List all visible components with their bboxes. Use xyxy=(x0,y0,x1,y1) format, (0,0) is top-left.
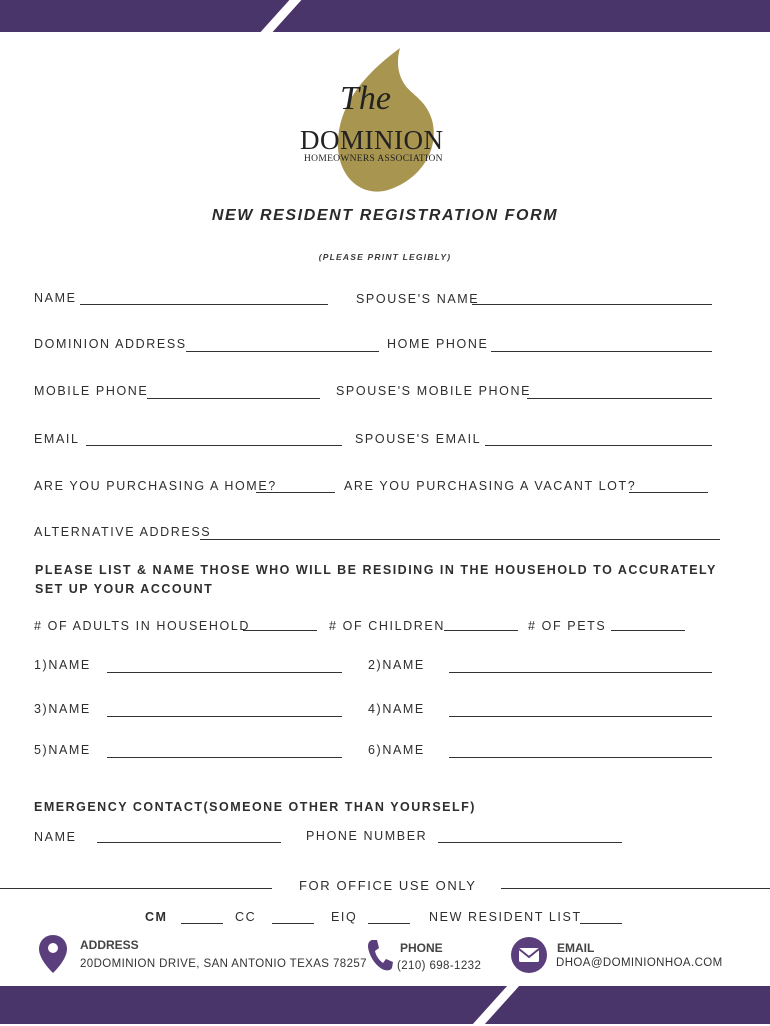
office-divider-left xyxy=(0,888,272,889)
office-divider-right xyxy=(501,888,770,889)
name-field[interactable] xyxy=(80,304,328,305)
adults-label: # OF ADULTS IN HOUSEHOLD xyxy=(34,619,250,633)
form-subtitle: (PLEASE PRINT LEGIBLY) xyxy=(318,252,452,262)
home-phone-label: HOME PHONE xyxy=(387,337,489,351)
logo-subtitle: HOMEOWNERS ASSOCIATION xyxy=(304,154,443,164)
alt-address-label: ALTERNATIVE ADDRESS xyxy=(34,525,212,539)
office-resident-list-field[interactable] xyxy=(580,923,622,924)
emergency-phone-label: PHONE NUMBER xyxy=(306,829,428,843)
emergency-phone-field[interactable] xyxy=(438,842,622,843)
office-heading: FOR OFFICE USE ONLY xyxy=(299,878,477,893)
office-cm-field[interactable] xyxy=(181,923,223,924)
name3-field[interactable] xyxy=(107,716,342,717)
name3-label: 3)NAME xyxy=(34,702,91,716)
name6-label: 6)NAME xyxy=(368,743,425,757)
footer-email-label: EMAIL xyxy=(557,941,595,955)
spouse-name-label: SPOUSE'S NAME xyxy=(356,292,480,306)
spouse-mobile-field[interactable] xyxy=(527,398,712,399)
adults-field[interactable] xyxy=(243,630,317,631)
alt-address-field[interactable] xyxy=(200,539,720,540)
pets-field[interactable] xyxy=(611,630,685,631)
children-field[interactable] xyxy=(444,630,518,631)
footer-phone-label: PHONE xyxy=(400,941,443,955)
spouse-email-label: SPOUSE'S EMAIL xyxy=(355,432,482,446)
office-cc-field[interactable] xyxy=(272,923,314,924)
purchasing-home-field[interactable] xyxy=(256,492,335,493)
footer-address-label: ADDRESS xyxy=(80,938,139,952)
name5-label: 5)NAME xyxy=(34,743,91,757)
footer-phone-value: (210) 698-1232 xyxy=(397,960,482,972)
pets-label: # OF PETS xyxy=(528,619,607,633)
footer-email-value: DHOA@DOMINIONHOA.COM xyxy=(556,957,723,969)
logo-flame-graphic xyxy=(300,40,470,200)
top-band xyxy=(0,0,770,32)
spouse-mobile-label: SPOUSE'S MOBILE PHONE xyxy=(336,384,532,398)
top-band-slash xyxy=(259,0,303,34)
office-eiq-field[interactable] xyxy=(368,923,410,924)
mobile-phone-label: MOBILE PHONE xyxy=(34,384,149,398)
bottom-band xyxy=(0,986,770,1024)
name1-label: 1)NAME xyxy=(34,658,91,672)
emergency-name-label: NAME xyxy=(34,830,77,844)
bottom-band-slash xyxy=(471,984,521,1026)
spouse-name-field[interactable] xyxy=(472,304,712,305)
name2-field[interactable] xyxy=(449,672,712,673)
office-eiq-label: EIQ xyxy=(331,910,358,924)
name2-label: 2)NAME xyxy=(368,658,425,672)
envelope-icon xyxy=(510,936,548,979)
phone-icon xyxy=(366,938,394,977)
spouse-email-field[interactable] xyxy=(485,445,712,446)
email-field[interactable] xyxy=(86,445,342,446)
email-label: EMAIL xyxy=(34,432,80,446)
office-cm-label: CM xyxy=(145,910,168,924)
purchasing-lot-field[interactable] xyxy=(629,492,708,493)
purchasing-home-label: ARE YOU PURCHASING A HOME? xyxy=(34,479,277,493)
logo-name: DOMINION xyxy=(300,125,444,155)
household-heading-line1: PLEASE LIST & NAME THOSE WHO WILL BE RESIDING IN THE HOUSEHOLD TO ACCURATELY xyxy=(35,563,717,577)
household-heading-line2: SET UP YOUR ACCOUNT xyxy=(35,582,214,596)
dominion-address-field[interactable] xyxy=(186,351,379,352)
footer-address-value: 20DOMINION DRIVE, SAN ANTONIO TEXAS 78257 xyxy=(80,958,367,970)
emergency-name-field[interactable] xyxy=(97,842,281,843)
name1-field[interactable] xyxy=(107,672,342,673)
logo-the: The xyxy=(340,80,391,117)
location-pin-icon xyxy=(38,934,68,979)
name-label: NAME xyxy=(34,291,77,305)
logo xyxy=(300,40,470,200)
children-label: # OF CHILDREN xyxy=(329,619,445,633)
name5-field[interactable] xyxy=(107,757,342,758)
office-cc-label: CC xyxy=(235,910,257,924)
form-title: NEW RESIDENT REGISTRATION FORM xyxy=(211,207,559,224)
office-resident-list-label: NEW RESIDENT LIST xyxy=(429,910,582,924)
name6-field[interactable] xyxy=(449,757,712,758)
home-phone-field[interactable] xyxy=(491,351,712,352)
mobile-phone-field[interactable] xyxy=(147,398,320,399)
dominion-address-label: DOMINION ADDRESS xyxy=(34,337,187,351)
name4-label: 4)NAME xyxy=(368,702,425,716)
name4-field[interactable] xyxy=(449,716,712,717)
emergency-heading: EMERGENCY CONTACT(SOMEONE OTHER THAN YOURSELF) xyxy=(34,800,476,814)
purchasing-lot-label: ARE YOU PURCHASING A VACANT LOT? xyxy=(344,479,637,493)
